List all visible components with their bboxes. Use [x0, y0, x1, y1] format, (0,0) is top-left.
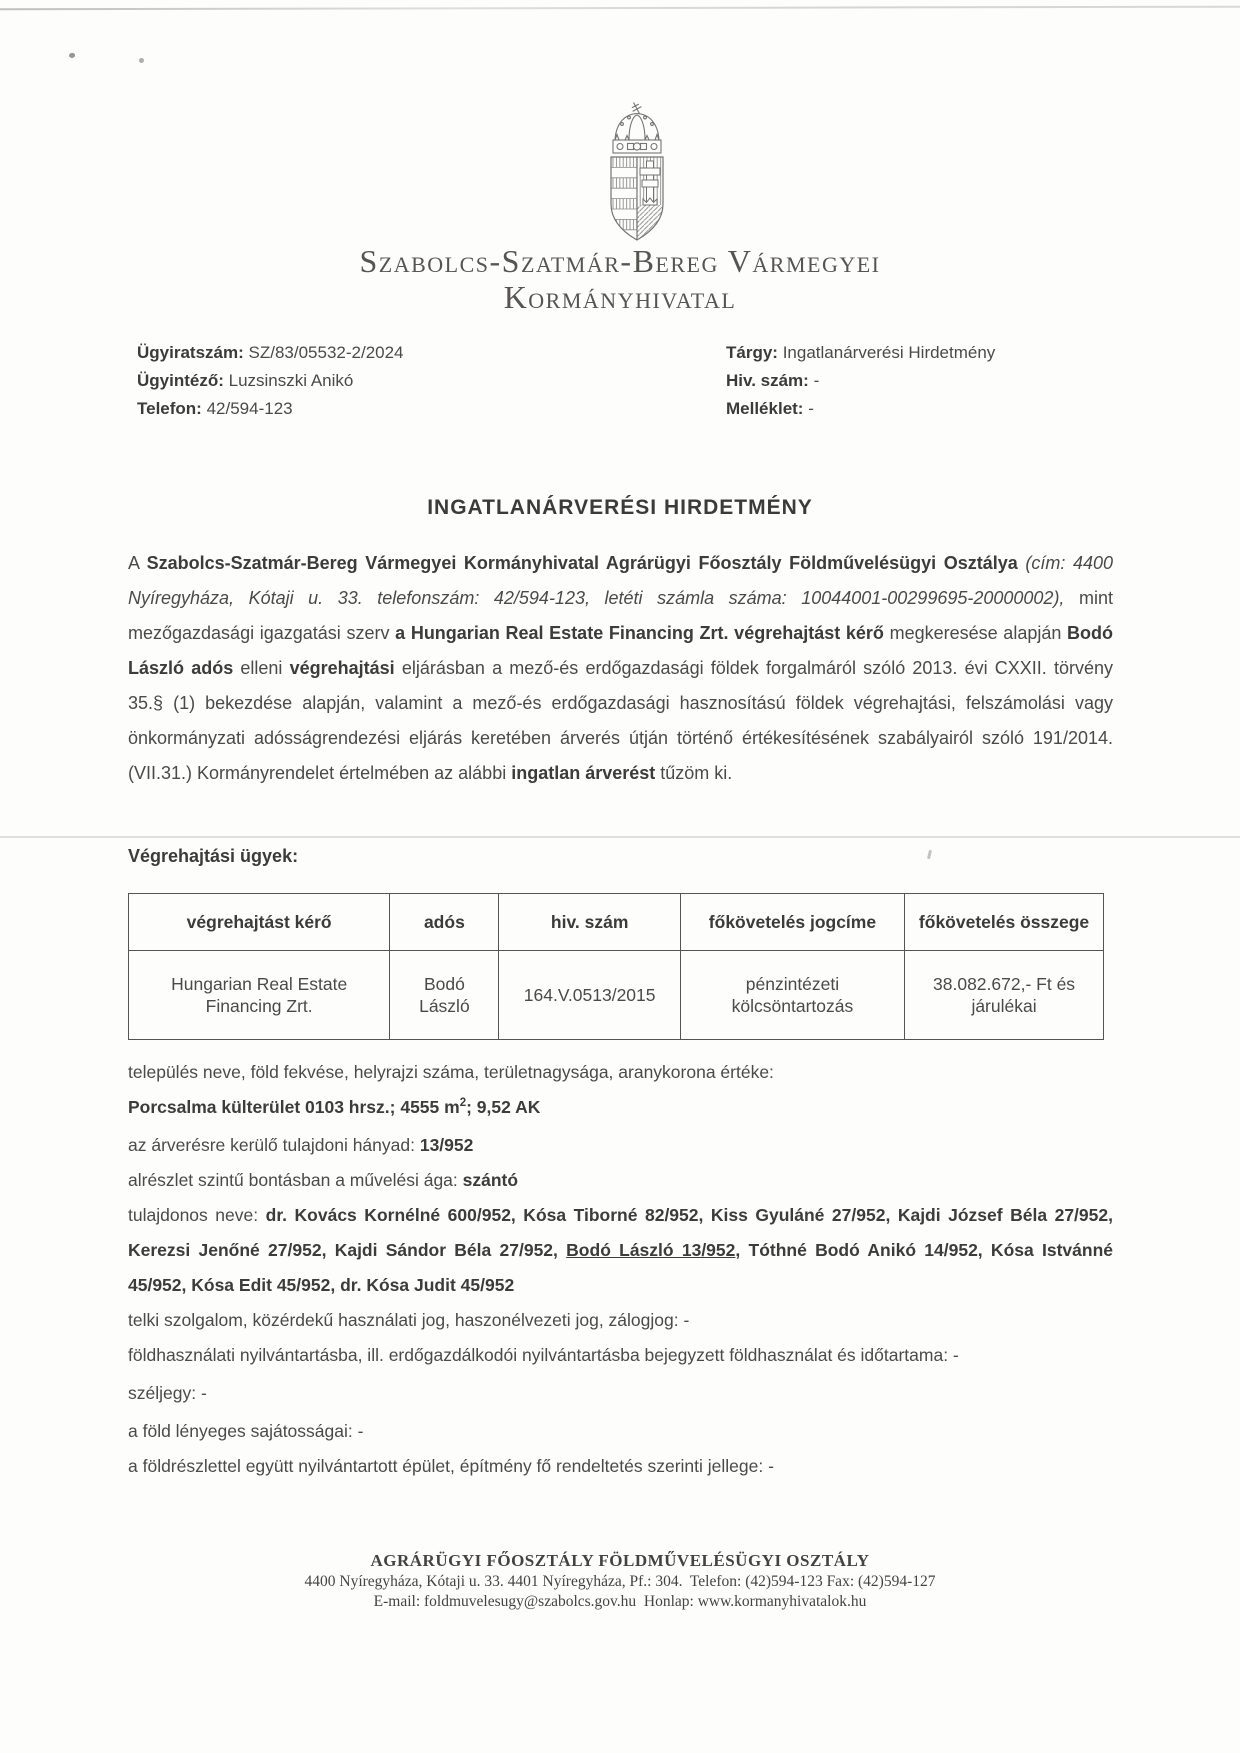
hungarian-coat-of-arms: [598, 101, 676, 243]
intro-paragraph: A Szabolcs-Szatmár-Bereg Vármegyei Kormányhivatal Agrárügyi Főosztály Földművelésügyi Osztálya (cím: 4400 Nyíregyháza, Kótaji u. 33. telefonszám: 42/594-123, letéti számla száma: 10044001-00299695-20000002), mint mezőgazdasági igazgatási szerv a Hungarian Real Estate Financing Zrt. végrehajtást kérő megkeresése alapján Bodó László adós elleni végrehajtási eljárásban a mező-és erdőgazdasági földek forgalmáról szóló 2013. évi CXXII. törvény 35.§ (1) bekezdése alapján, valamint a mező-és erdőgazdasági hasznosítású földek végrehajtási, felszámolási vagy önkormányzati adósságrendezési eljárás keretében árverés útján történő értékesítésének szabályairól szóló 191/2014. (VII.31.) Kormányrendelet értelmében az alábbi ingatlan árverést tűzöm ki.: [128, 553, 1114, 783]
organization-name: [0, 243, 1240, 315]
meta-row-case-number: [137, 339, 404, 367]
cases-heading: Végrehajtási ügyek:: [128, 846, 299, 866]
cell-creditor: Hungarian Real Estate Financing Zrt.: [129, 951, 390, 1040]
property-details-section: [128, 1055, 1113, 1484]
meta-value: 42/594-123: [206, 399, 293, 418]
meta-label: Ügyintéző:: [137, 371, 224, 390]
property-line-easements: telki szolgalom, közérdekű használati jog, haszonélvezeti jog, zálogjog: -: [128, 1310, 690, 1330]
document-footer: [0, 1550, 1240, 1612]
section-divider-line: [0, 836, 1240, 838]
meta-row-ref-number: [726, 367, 995, 395]
case-meta-left: [137, 339, 404, 423]
meta-value: -: [808, 399, 814, 418]
meta-label: Tárgy:: [726, 343, 778, 362]
meta-row-clerk: [137, 367, 404, 395]
meta-row-subject: [726, 339, 995, 367]
property-line-buildings: a földrészlettel együtt nyilvántartott épület, építmény fő rendeltetés szerinti jellege: -: [128, 1456, 774, 1476]
table-header-claim-amount: főkövetelés összege: [905, 894, 1104, 951]
meta-label: Hiv. szám:: [726, 371, 809, 390]
scan-artifact-line: [0, 6, 1240, 11]
case-meta-right: [726, 339, 995, 423]
meta-value: -: [813, 371, 820, 390]
meta-value: Ingatlanárverési Hirdetmény: [782, 343, 996, 362]
footer-department-line: AGRÁRÜGYI FŐOSZTÁLY FÖLDMŰVELÉSÜGYI OSZTÁLY: [370, 1551, 870, 1570]
property-line-margin-note: széljegy: -: [128, 1383, 207, 1403]
property-line-location-header: település neve, föld fekvése, helyrajzi száma, területnagysága, aranykorona értéke:: [128, 1062, 774, 1082]
execution-cases-table: [128, 893, 1104, 1040]
footer-contact-line: E-mail: foldmuvelesugy@szabolcs.gov.hu Honlap: www.kormanyhivatalok.hu: [373, 1593, 867, 1610]
footer-address-line: 4400 Nyíregyháza, Kótaji u. 33. 4401 Nyíregyháza, Pf.: 304. Telefon: (42)594-123 Fax: (42)594-127: [304, 1573, 936, 1590]
cell-claim-title: pénzintézeti kölcsöntartozás: [680, 951, 904, 1040]
property-line-characteristics: a föld lényeges sajátosságai: -: [128, 1421, 364, 1441]
cell-debtor: Bodó László: [390, 951, 499, 1040]
table-header-claim-title: főkövetelés jogcíme: [680, 894, 904, 951]
table-row: [129, 951, 1104, 1040]
table-header-row: [129, 894, 1104, 951]
organization-name-line1: Szabolcs-Szatmár-Bereg Vármegyei: [359, 243, 881, 279]
meta-row-attachment: [726, 395, 995, 423]
scan-artifact-dot: [69, 53, 75, 58]
table-header-ref-number: hiv. szám: [499, 894, 680, 951]
property-line-owners: tulajdonos neve: dr. Kovács Kornélné 600/952, Kósa Tiborné 82/952, Kiss Gyuláné 27/952, Kajdi József Béla 27/952, Kerezsi Jenőné 27/952, Kajdi Sándor Béla 27/952, Bodó László 13/952, Tóthné Bodó Anikó 14/952, Kósa Istvánné 45/952, Kósa Edit 45/952, dr. Kósa Judit 45/952: [128, 1205, 1113, 1295]
meta-label: Melléklet:: [726, 399, 804, 418]
cell-claim-amount: 38.082.672,- Ft és járulékai: [905, 951, 1104, 1040]
table-header-creditor: végrehajtást kérő: [129, 894, 390, 951]
meta-row-phone: [137, 395, 404, 423]
meta-label: Telefon:: [137, 399, 202, 418]
scan-artifact-dot: [139, 58, 144, 63]
property-line-parcel: Porcsalma külterület 0103 hrsz.; 4555 $m^2$; 9,52 AK: [128, 1097, 541, 1117]
cell-ref-number: 164.V.0513/2015: [499, 951, 680, 1040]
table-header-debtor: adós: [390, 894, 499, 951]
document-title: INGATLANÁRVERÉSI HIRDETMÉNY: [427, 496, 813, 519]
scan-artifact-mark: [927, 850, 932, 859]
meta-value: Luzsinszki Anikó: [228, 371, 354, 390]
property-line-ownership-share: az árverésre kerülő tulajdoni hányad: 13/952: [128, 1135, 474, 1155]
organization-name-line2: Kormányhivatal: [503, 279, 737, 315]
property-line-land-use: földhasználati nyilvántartásba, ill. erdőgazdálkodói nyilvántartásba bejegyzett földhasználat és időtartama: -: [128, 1345, 959, 1365]
meta-label: Ügyiratszám:: [137, 343, 244, 362]
property-line-cultivation: alrészlet szintű bontásban a művelési ága: szántó: [128, 1170, 519, 1190]
meta-value: SZ/83/05532-2/2024: [248, 343, 404, 362]
